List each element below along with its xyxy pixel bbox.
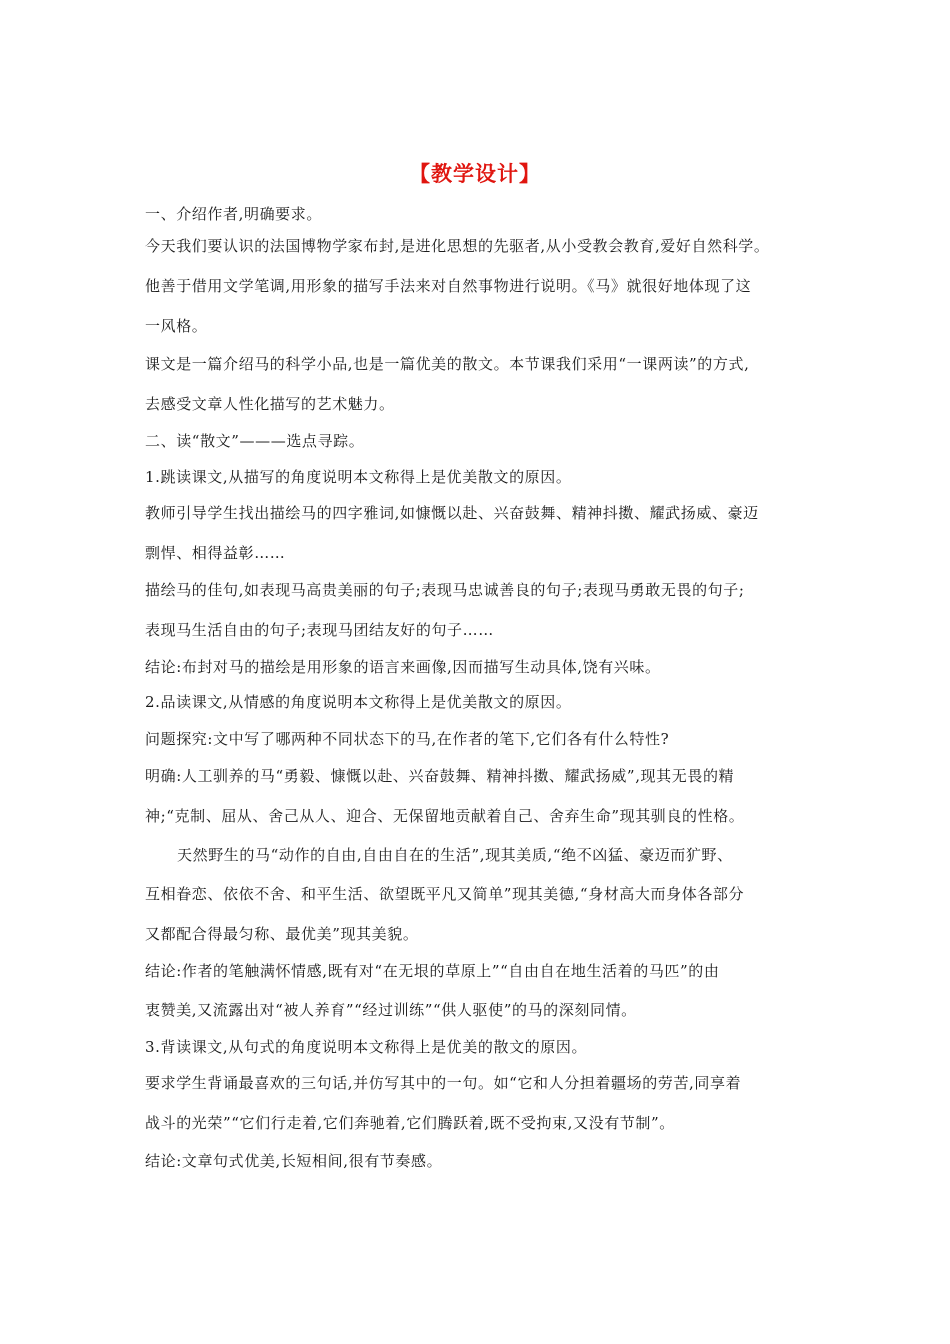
paragraph-line: 衷赞美,又流露出对“被人养育”“经过训练”“供人驱使”的马的深刻同情。: [145, 1001, 637, 1019]
conclusion-line: 结论:布封对马的描绘是用形象的语言来画像,因而描写生动具体,饶有兴味。: [145, 658, 661, 676]
paragraph-line: 教师引导学生找出描绘马的四字雅词,如慷慨以赴、兴奋鼓舞、精神抖擞、耀武扬威、豪迈: [145, 504, 759, 522]
paragraph-line: 一风格。: [145, 317, 208, 335]
paragraph-line: 剽悍、相得益彰……: [145, 544, 286, 562]
paragraph-line: 互相眷恋、依依不舍、和平生活、欲望既平凡又简单”现其美德,“身材高大而身体各部分: [145, 885, 745, 903]
paragraph-line: 天然野生的马“动作的自由,自由自在的生活”,现其美质,“绝不凶猛、豪迈而犷野、: [177, 846, 733, 864]
conclusion-line: 结论:文章句式优美,长短相间,很有节奏感。: [145, 1152, 443, 1170]
paragraph-line: 明确:人工驯养的马“勇毅、慷慨以赴、兴奋鼓舞、精神抖擞、耀武扬威”,现其无畏的精: [145, 767, 735, 785]
paragraph-line: 今天我们要认识的法国博物学家布封,是进化思想的先驱者,从小受教会教育,爱好自然科学。: [145, 237, 770, 255]
paragraph-line: 表现马生活自由的句子;表现马团结友好的句子……: [145, 621, 494, 639]
section-heading-1: 一、介绍作者,明确要求。: [145, 205, 322, 223]
paragraph-line: 要求学生背诵最喜欢的三句话,并仿写其中的一句。如“它和人分担着疆场的劳苦,同享着: [145, 1074, 742, 1092]
subsection-heading-1: 1.跳读课文,从描写的角度说明本文称得上是优美散文的原因。: [145, 468, 572, 486]
paragraph-line: 他善于借用文学笔调,用形象的描写手法来对自然事物进行说明。《马》就很好地体现了这: [145, 277, 752, 295]
paragraph-line: 描绘马的佳句,如表现马高贵美丽的句子;表现马忠诚善良的句子;表现马勇敢无畏的句子;: [145, 581, 745, 599]
subsection-heading-2: 2.品读课文,从情感的角度说明本文称得上是优美散文的原因。: [145, 693, 572, 711]
paragraph-line: 神;“克制、屈从、舍己从人、迎合、无保留地贡献着自己、舍弃生命”现其驯良的性格。: [145, 807, 745, 825]
paragraph-line: 又都配合得最匀称、最优美”现其美貌。: [145, 925, 419, 943]
paragraph-line: 课文是一篇介绍马的科学小品,也是一篇优美的散文。本节课我们采用“一课两读”的方式,: [145, 355, 750, 373]
paragraph-line: 去感受文章人性化描写的艺术魅力。: [145, 395, 395, 413]
paragraph-line: 战斗的光荣”“它们行走着,它们奔驰着,它们腾跃着,既不受拘束,又没有节制”。: [145, 1114, 675, 1132]
conclusion-line: 结论:作者的笔触满怀情感,既有对“在无垠的草原上”“自由自在地生活着的马匹”的由: [145, 962, 720, 980]
paragraph-line: 问题探究:文中写了哪两种不同状态下的马,在作者的笔下,它们各有什么特性?: [145, 730, 670, 748]
page-title: 【教学设计】: [409, 162, 541, 186]
subsection-heading-3: 3.背读课文,从句式的角度说明本文称得上是优美的散文的原因。: [145, 1038, 588, 1056]
section-heading-2: 二、读“散文”———选点寻踪。: [145, 432, 365, 450]
